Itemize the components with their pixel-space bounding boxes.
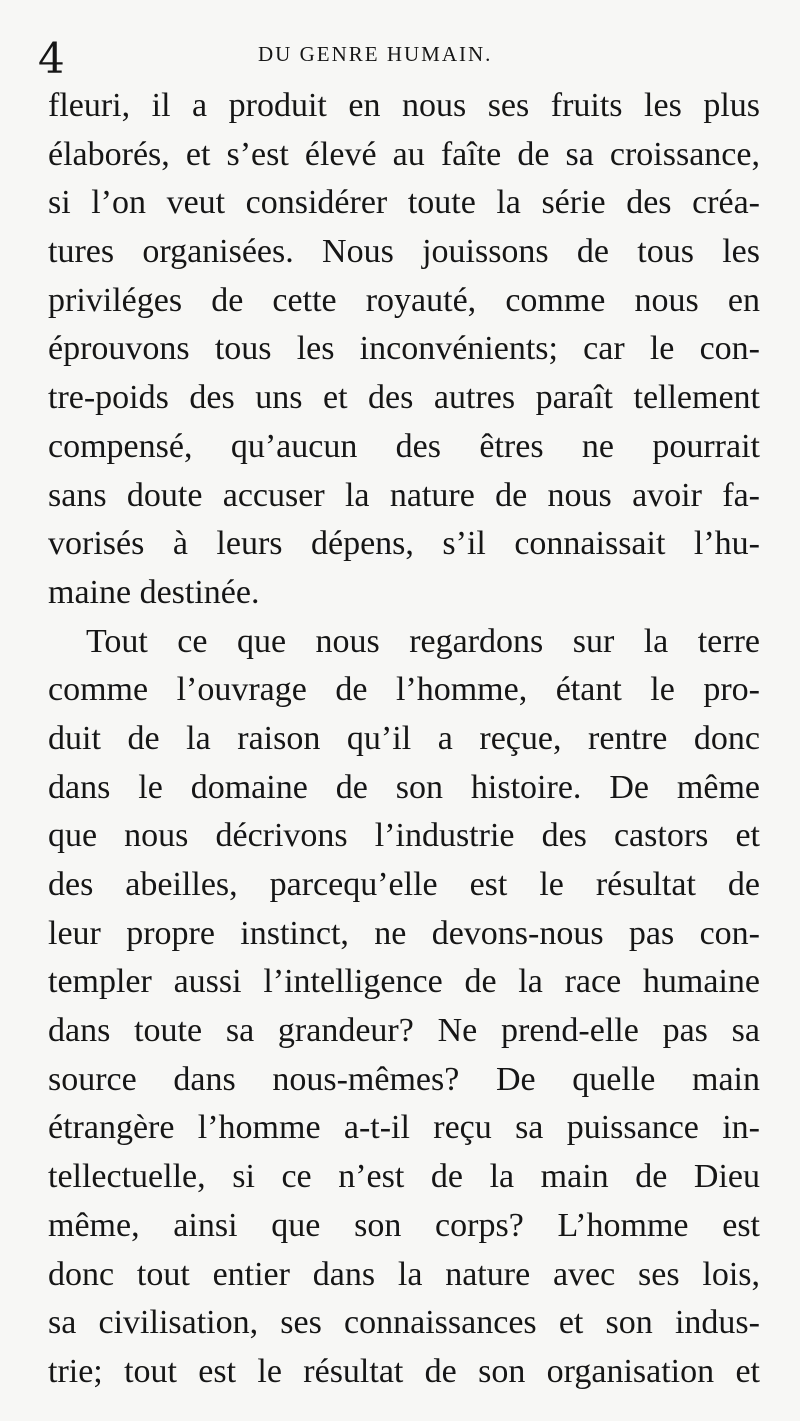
page-number: 4 [38, 34, 65, 83]
text-line: donc tout entier dans la nature avec ses lois, [48, 1255, 760, 1293]
text-line: si l’on veut considérer toute la série des créa- [48, 184, 760, 222]
text-line: sa civilisation, ses connaissances et son indus- [48, 1304, 760, 1342]
text-line: source dans nous-mêmes? De quelle main [48, 1060, 760, 1098]
text-line: éprouvons tous les inconvénients; car le con- [48, 330, 760, 368]
text-line: tellectuelle, si ce n’est de la main de Dieu [48, 1158, 760, 1196]
body-text [48, 82, 760, 1397]
text-line: maine destinée. [48, 573, 260, 611]
text-line: Tout ce que nous regardons sur la terre [86, 622, 760, 660]
text-line: comme l’ouvrage de l’homme, étant le pro- [48, 671, 760, 709]
text-line: vorisés à leurs dépens, s’il connaissait l’hu- [48, 525, 760, 563]
text-line: sans doute accuser la nature de nous avoir fa- [48, 476, 760, 514]
text-line: templer aussi l’intelligence de la race humaine [48, 963, 760, 1001]
text-line: trie; tout est le résultat de son organisation et [48, 1352, 760, 1390]
text-line: étrangère l’homme a-t-il reçu sa puissance in- [48, 1109, 760, 1147]
text-line: duit de la raison qu’il a reçue, rentre donc [48, 719, 760, 757]
text-line: dans toute sa grandeur? Ne prend-elle pas sa [48, 1012, 760, 1050]
running-head: DU GENRE HUMAIN. [258, 42, 493, 66]
paragraph-1 [48, 82, 760, 618]
text-line: priviléges de cette royauté, comme nous en [48, 281, 760, 319]
paragraph-2 [48, 618, 760, 1397]
text-line: dans le domaine de son histoire. De même [48, 768, 760, 806]
text-line: élaborés, et s’est élevé au faîte de sa croissance, [48, 135, 760, 173]
text-line: même, ainsi que son corps? L’homme est [48, 1206, 760, 1244]
text-line: fleuri, il a produit en nous ses fruits les plus [48, 87, 760, 124]
text-line: tures organisées. Nous jouissons de tous les [48, 233, 760, 271]
page-header [38, 30, 758, 90]
text-line: leur propre instinct, ne devons-nous pas con- [48, 914, 760, 952]
text-line: que nous décrivons l’industrie des castors et [48, 817, 760, 855]
text-line: compensé, qu’aucun des êtres ne pourrait [48, 427, 760, 465]
text-line: des abeilles, parcequ’elle est le résultat de [48, 866, 760, 903]
text-line: tre-poids des uns et des autres paraît tellement [48, 379, 760, 417]
